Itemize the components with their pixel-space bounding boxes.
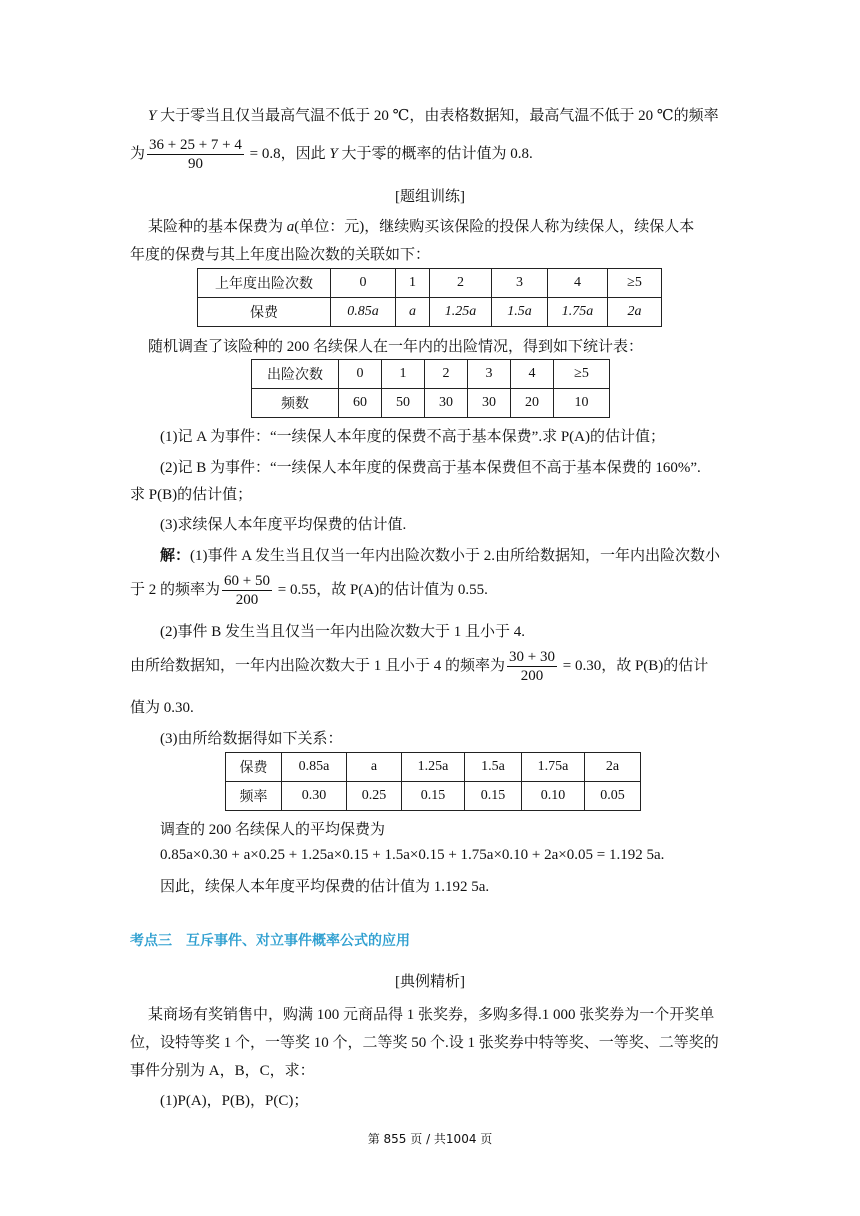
table-cell: 0.10 xyxy=(522,782,585,811)
table-row xyxy=(252,360,610,389)
intro-rest-a: = 0.8，因此 xyxy=(245,145,330,162)
solution-text-1a: (1)事件 A 发生当且仅当一年内出险次数小于 2.由所给数据知，一年内出险次数小 xyxy=(190,548,721,564)
premium-table xyxy=(197,268,662,327)
intro-line-1 xyxy=(148,104,719,125)
section-title-example: [典例精析] xyxy=(395,974,465,990)
question-2a: (2)记 B 为事件：“一续保人本年度的保费高于基本保费但不高于基本保费的 160%”. xyxy=(160,460,701,476)
table-cell: 60 xyxy=(339,389,382,418)
solution-line-5: 值为 0.30. xyxy=(130,700,194,716)
fraction-3-denominator: 200 xyxy=(520,668,544,684)
table-cell: 1.25a xyxy=(402,753,465,782)
table-row xyxy=(198,269,662,298)
table-cell: 0.85a xyxy=(282,753,347,782)
table-cell: 出险次数 xyxy=(252,360,339,389)
question-1: (1)记 A 为事件：“一续保人本年度的保费不高于基本保费”.求 P(A)的估计值； xyxy=(160,429,665,445)
problem-text-1a: 某险种的基本保费为 xyxy=(148,219,287,235)
table-cell: 30 xyxy=(425,389,468,418)
table-cell: ≥5 xyxy=(554,360,610,389)
solution-line-4 xyxy=(130,648,708,685)
table-cell: 1.5a xyxy=(492,298,548,327)
table-cell: 0.15 xyxy=(402,782,465,811)
problem-line-3: 随机调查了该险种的 200 名续保人在一年内的出险情况，得到如下统计表： xyxy=(148,339,644,355)
solution-line-8: 0.85a×0.30 + a×0.25 + 1.25a×0.15 + 1.5a×0.15 + 1.75a×0.10 + 2a×0.05 = 1.192 5a. xyxy=(160,847,665,863)
solution-text-2b-pre: 由所给数据知，一年内出险次数大于 1 且小于 4 的频率为 xyxy=(130,657,506,674)
table-row xyxy=(226,753,641,782)
fraction-2-denominator: 200 xyxy=(235,592,259,608)
page-footer: 第 855 页 / 共1004 页 xyxy=(367,1132,493,1146)
table-cell: 50 xyxy=(382,389,425,418)
example-line-1: 某商场有奖销售中，购满 100 元商品得 1 张奖券，多购多得.1 000 张奖券为一个开奖单 xyxy=(148,1007,715,1023)
intro-text-1: 大于零当且仅当最高气温不低于 20 ℃，由表格数据知，最高气温不低于 20 ℃的频率 xyxy=(156,108,719,124)
table-cell: 保费 xyxy=(198,298,331,327)
problem-text-1b: (单位：元)，继续购买该保险的投保人称为续保人，续保人本 xyxy=(294,219,695,235)
table-cell: a xyxy=(396,298,430,327)
frequency-table xyxy=(251,359,610,418)
example-line-3: 事件分别为 A，B，C，求： xyxy=(130,1063,315,1079)
table-cell: 1.25a xyxy=(430,298,492,327)
question-3: (3)求续保人本年度平均保费的估计值. xyxy=(160,517,407,533)
example-line-4: (1)P(A)，P(B)，P(C)； xyxy=(160,1093,309,1109)
table-cell: 30 xyxy=(468,389,511,418)
table-cell: 0 xyxy=(331,269,396,298)
table-cell: ≥5 xyxy=(608,269,662,298)
question-2b: 求 P(B)的估计值； xyxy=(130,487,253,503)
table-cell: 保费 xyxy=(226,753,282,782)
table-cell: 2 xyxy=(430,269,492,298)
table-cell: 1 xyxy=(382,360,425,389)
solution-line-9: 因此，续保人本年度平均保费的估计值为 1.192 5a. xyxy=(160,879,490,895)
intro-line-2 xyxy=(130,136,533,173)
table-row xyxy=(198,298,662,327)
table-row xyxy=(226,782,641,811)
table-cell: 2a xyxy=(585,753,641,782)
intro-var-y: Y xyxy=(148,108,157,124)
table-row xyxy=(252,389,610,418)
section-title-practice: [题组训练] xyxy=(395,189,465,205)
fraction-2 xyxy=(222,572,272,609)
table-cell: 2a xyxy=(608,298,662,327)
table-cell: 0.85a xyxy=(331,298,396,327)
table-cell: 10 xyxy=(554,389,610,418)
table-cell: 3 xyxy=(468,360,511,389)
table-cell: 0.25 xyxy=(347,782,402,811)
solution-text-2b-post: = 0.30，故 P(B)的估计 xyxy=(558,657,709,674)
fraction-3 xyxy=(507,648,557,685)
intro-prefix: 为 xyxy=(130,145,146,162)
solution-line-7: 调查的 200 名续保人的平均保费为 xyxy=(160,822,386,838)
solution-label: 解： xyxy=(160,548,191,564)
solution-text-1b-pre: 于 2 的频率为 xyxy=(130,581,221,598)
premium-frequency-table xyxy=(225,752,641,811)
example-line-2: 位，设特等奖 1 个，一等奖 10 个，二等奖 50 个.设 1 张奖券中特等奖、一等奖、二等奖的 xyxy=(130,1035,719,1051)
section-heading: 考点三 互斥事件、对立事件概率公式的应用 xyxy=(130,933,410,949)
table-cell: 频数 xyxy=(252,389,339,418)
table-cell: 4 xyxy=(511,360,554,389)
fraction-1 xyxy=(147,136,244,173)
table-cell: 1 xyxy=(396,269,430,298)
fraction-1-denominator: 90 xyxy=(187,156,203,172)
fraction-2-numerator: 60 + 50 xyxy=(224,573,270,589)
table-cell: 2 xyxy=(425,360,468,389)
problem-line-2: 年度的保费与其上年度出险次数的关联如下： xyxy=(130,247,431,263)
table-cell: 20 xyxy=(511,389,554,418)
fraction-3-numerator: 30 + 30 xyxy=(509,649,555,665)
table-cell: 3 xyxy=(492,269,548,298)
solution-line-1 xyxy=(160,544,720,565)
intro-var-y2: Y xyxy=(329,145,338,162)
table-cell: 频率 xyxy=(226,782,282,811)
table-cell: 1.75a xyxy=(522,753,585,782)
solution-line-6: (3)由所给数据得如下关系： xyxy=(160,731,343,747)
table-cell: 0.05 xyxy=(585,782,641,811)
problem-var-a: a xyxy=(286,219,295,235)
table-cell: a xyxy=(347,753,402,782)
table-cell: 0.15 xyxy=(465,782,522,811)
intro-rest-b: 大于零的概率的估计值为 0.8. xyxy=(337,145,533,162)
solution-text-1b-post: = 0.55，故 P(A)的估计值为 0.55. xyxy=(273,581,488,598)
table-cell: 0 xyxy=(339,360,382,389)
fraction-1-numerator: 36 + 25 + 7 + 4 xyxy=(149,137,242,153)
problem-line-1 xyxy=(148,215,694,236)
solution-line-2 xyxy=(130,572,488,609)
solution-line-3: (2)事件 B 发生当且仅当一年内出险次数大于 1 且小于 4. xyxy=(160,624,525,640)
table-cell: 1.5a xyxy=(465,753,522,782)
table-cell: 4 xyxy=(548,269,608,298)
table-cell: 上年度出险次数 xyxy=(198,269,331,298)
table-cell: 1.75a xyxy=(548,298,608,327)
table-cell: 0.30 xyxy=(282,782,347,811)
